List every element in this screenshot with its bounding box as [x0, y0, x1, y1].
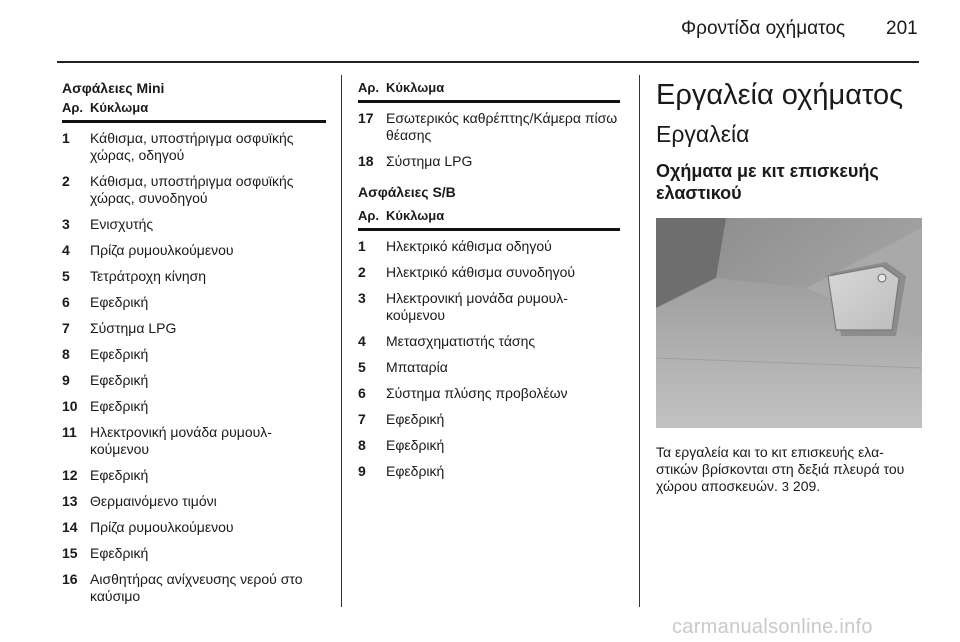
fuse-number: 8 [62, 346, 70, 362]
circuit-name: Ηλεκτρικό κάθισμα συνοδηγού [386, 264, 576, 280]
fuse-number: 12 [62, 467, 78, 483]
col-circuit-header: Κύκλωμα [386, 208, 445, 223]
circuit-name: Εφεδρική [90, 398, 149, 414]
description-text: Τα εργαλεία και το κιτ επισκευής ελα-στικών βρίσκονται στη δεξιά πλευρά του χώρου αποσκευών. [656, 444, 905, 494]
table-row [62, 372, 326, 389]
table-row [358, 238, 620, 255]
circuit-name: Εφεδρική [386, 463, 445, 479]
col-circuit-header: Κύκλωμα [90, 100, 149, 115]
fuse-table [62, 130, 326, 605]
column-sb-fuses [358, 72, 620, 489]
circuit-name: Κάθισμα, υποστήριγμα οσφυϊκής χώρας, οδηγού [90, 130, 294, 163]
table-row [358, 264, 620, 281]
circuit-name: Θερμαινόμενο τιμόνι [90, 493, 217, 509]
column-vehicle-tools [656, 72, 922, 495]
circuit-name: Σύστημα LPG [90, 320, 177, 336]
fuse-number: 7 [62, 320, 70, 336]
fuse-number: 17 [358, 110, 374, 126]
circuit-name: Ηλεκτρονική μονάδα ρυμουλ-κούμενου [386, 290, 568, 323]
fuse-number: 13 [62, 493, 78, 509]
fuse-number: 16 [62, 571, 78, 587]
column-divider [341, 75, 342, 607]
fuse-number: 2 [62, 173, 70, 189]
table-header [358, 208, 620, 231]
table-row [62, 571, 326, 605]
fuse-table [358, 238, 620, 480]
header-rule [57, 61, 919, 63]
table-row [62, 398, 326, 415]
table-row [62, 216, 326, 233]
header-title: Φροντίδα οχήματος [681, 18, 846, 39]
fuse-number: 6 [62, 294, 70, 310]
circuit-name: Σύστημα πλύσης προβολέων [386, 385, 568, 401]
column-divider [639, 75, 640, 607]
circuit-name: Εφεδρική [90, 545, 149, 561]
subsection-heading: Οχήματα με κιτ επισκευής ελαστικού [656, 161, 879, 203]
page-reference[interactable]: 209. [792, 478, 821, 494]
table-row [62, 467, 326, 484]
fuse-number: 4 [62, 242, 70, 258]
circuit-name: Εφεδρική [386, 437, 445, 453]
table-row [358, 359, 620, 376]
col-number-header: Αρ. [358, 208, 380, 223]
table-row [62, 268, 326, 285]
table-row [62, 545, 326, 562]
fuse-number: 6 [358, 385, 366, 401]
circuit-name: Αισθητήρας ανίχνευσης νερού στο καύσιμο [90, 571, 303, 604]
circuit-name: Μετασχηματιστής τάσης [386, 333, 536, 349]
trunk-photo [656, 218, 922, 428]
circuit-name: Ηλεκτρικό κάθισμα οδηγού [386, 238, 552, 254]
fuse-number: 3 [62, 216, 70, 232]
table-row [62, 294, 326, 311]
fuse-number: 2 [358, 264, 366, 280]
circuit-name: Εφεδρική [386, 411, 445, 427]
fuse-number: 15 [62, 545, 78, 561]
col-circuit-header: Κύκλωμα [386, 80, 445, 95]
fuse-number: 14 [62, 519, 78, 535]
circuit-name: Πρίζα ρυμουλκούμενου [90, 242, 234, 258]
page-header [0, 0, 960, 62]
table-row [62, 493, 326, 510]
fuse-number: 18 [358, 153, 374, 169]
page-reference-arrow-icon: 3 [781, 479, 790, 494]
table-row [62, 320, 326, 337]
col-number-header: Αρ. [358, 80, 380, 95]
column-mini-fuses [62, 72, 326, 614]
table-row [358, 153, 620, 170]
circuit-name: Ενισχυτής [90, 216, 154, 232]
table-header [62, 100, 326, 123]
watermark: carmanualsonline.info [672, 616, 873, 638]
circuit-name: Εσωτερικός καθρέπτης/Κάμερα πίσω θέασης [386, 110, 618, 143]
fuse-number: 1 [62, 130, 70, 146]
section-title: Ασφάλειες S/B [358, 184, 456, 200]
fuse-number: 5 [62, 268, 70, 284]
table-row [62, 173, 326, 207]
chapter-heading: Εργαλεία οχήματος [656, 79, 904, 111]
section-heading: Εργαλεία [656, 121, 750, 147]
circuit-name: Εφεδρική [90, 294, 149, 310]
table-row [358, 411, 620, 428]
table-row [358, 385, 620, 402]
fuse-number: 8 [358, 437, 366, 453]
fuse-number: 11 [62, 424, 77, 440]
table-header [358, 80, 620, 103]
col-number-header: Αρ. [62, 100, 84, 115]
section-title: Ασφάλειες Mini [62, 80, 165, 96]
table-row [358, 463, 620, 480]
table-row [358, 437, 620, 454]
circuit-name: Κάθισμα, υποστήριγμα οσφυϊκής χώρας, συνοδηγού [90, 173, 294, 206]
tools-description [656, 444, 922, 495]
circuit-name: Τετράτροχη κίνηση [90, 268, 207, 284]
circuit-name: Μπαταρία [386, 359, 448, 375]
circuit-name: Εφεδρική [90, 372, 149, 388]
table-row [62, 519, 326, 536]
fuse-number: 5 [358, 359, 366, 375]
fuse-number: 7 [358, 411, 366, 427]
circuit-name: Εφεδρική [90, 467, 149, 483]
page-number: 201 [886, 18, 918, 39]
table-row [358, 290, 620, 324]
table-row [62, 130, 326, 164]
fuse-number: 9 [358, 463, 366, 479]
table-row [358, 110, 620, 144]
fuse-number: 1 [358, 238, 366, 254]
fuse-number: 4 [358, 333, 366, 349]
fuse-table [358, 110, 620, 170]
fuse-number: 10 [62, 398, 78, 414]
table-row [358, 333, 620, 350]
circuit-name: Πρίζα ρυμουλκούμενου [90, 519, 234, 535]
fuse-number: 9 [62, 372, 70, 388]
table-row [62, 346, 326, 363]
circuit-name: Εφεδρική [90, 346, 149, 362]
table-row [62, 424, 326, 458]
circuit-name: Ηλεκτρονική μονάδα ρυμουλ-κούμενου [90, 424, 272, 457]
table-row [62, 242, 326, 259]
circuit-name: Σύστημα LPG [386, 153, 473, 169]
fuse-number: 3 [358, 290, 366, 306]
